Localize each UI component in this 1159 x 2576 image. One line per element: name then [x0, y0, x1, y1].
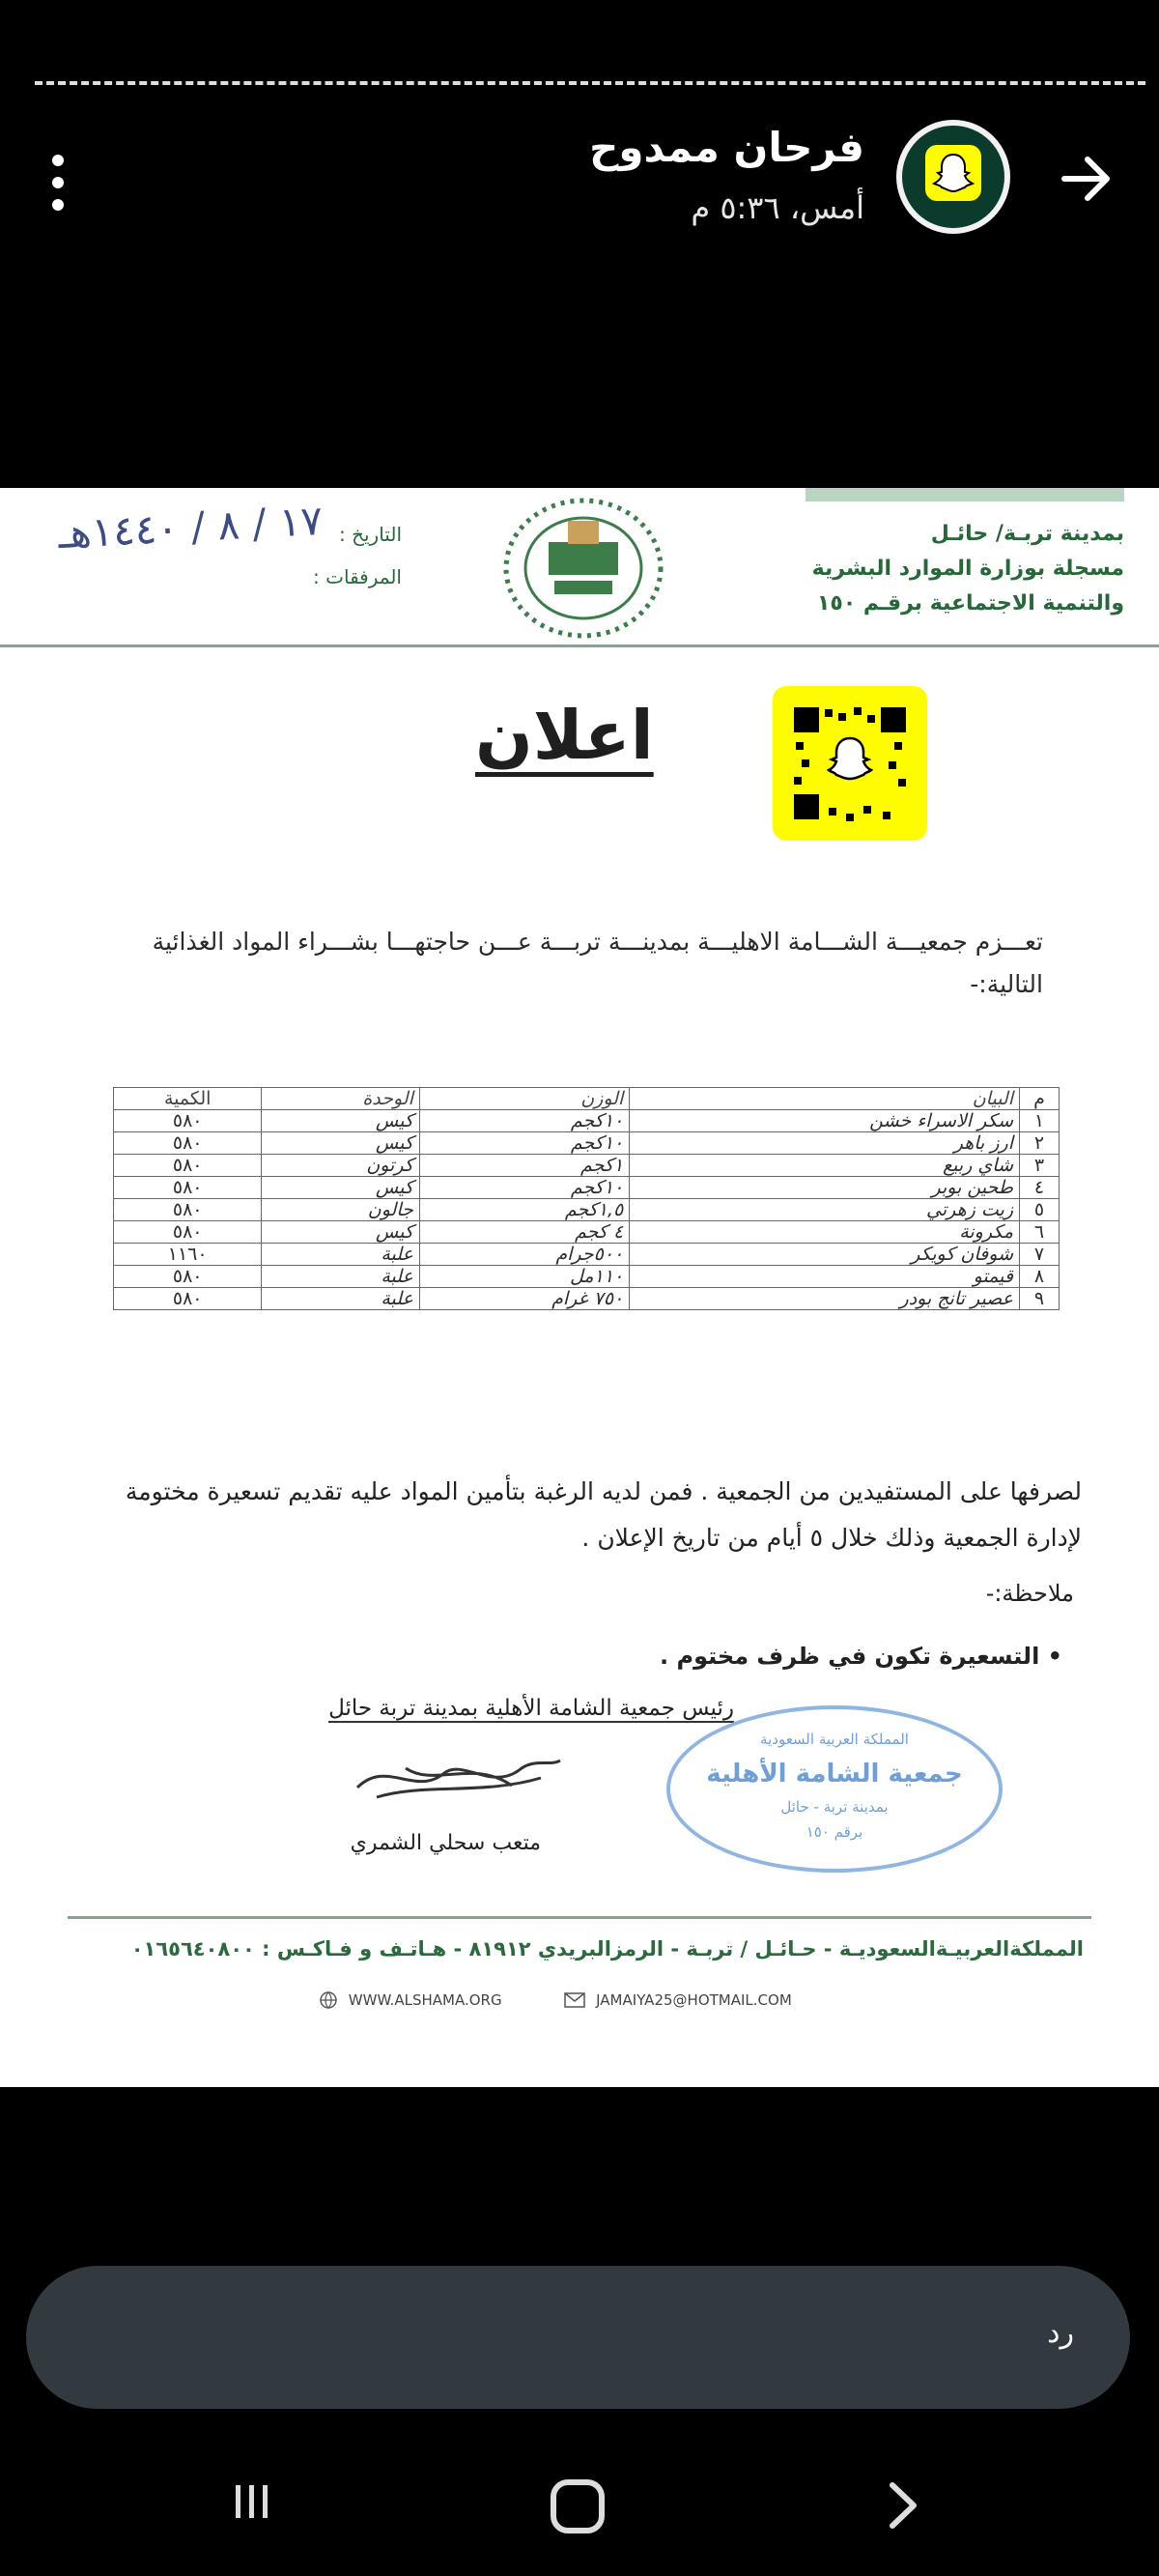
row-item: قيمتو	[630, 1266, 1020, 1288]
footer-contacts	[319, 1990, 850, 2010]
stamp-line-1: المملكة العربية السعودية	[760, 1731, 909, 1748]
letterhead	[0, 488, 1159, 643]
row-item: شاي ربيع	[630, 1155, 1020, 1177]
snapchat-logo-icon	[925, 145, 981, 201]
org-line-1: بمدينة تربـة/ حائـل	[930, 522, 1124, 546]
row-qty: ١١٦٠	[114, 1244, 262, 1266]
arrow-right-icon[interactable]	[1053, 145, 1120, 213]
row-unit: كيس	[262, 1221, 420, 1244]
announcement-document[interactable]	[0, 488, 1159, 2087]
row-num: ٤	[1020, 1177, 1060, 1199]
row-num: ٧	[1020, 1244, 1060, 1266]
items-table	[113, 1087, 1060, 1310]
row-qty: ٥٨٠	[114, 1288, 262, 1310]
table-row	[114, 1177, 1060, 1199]
org-line-3: والتنمية الاجتماعية برقـم ١٥٠	[816, 591, 1124, 615]
row-num: ٥	[1020, 1199, 1060, 1221]
table-row	[114, 1132, 1060, 1155]
footer-divider	[68, 1916, 1091, 1919]
row-weight: ١,٥كجم	[419, 1199, 629, 1221]
handwritten-date: ١٧ / ٨ / ١٤٤٠هـ	[56, 496, 325, 558]
row-item: ارز باهر	[630, 1132, 1020, 1155]
table-row	[114, 1288, 1060, 1310]
org-line-2: مسجلة بوزارة الموارد البشرية	[811, 557, 1124, 581]
stamp-line-2: جمعية الشامة الأهلية	[706, 1760, 963, 1789]
row-weight: ٥٠٠جرام	[419, 1244, 629, 1266]
table-row	[114, 1244, 1060, 1266]
row-num: ٩	[1020, 1288, 1060, 1310]
row-unit: كيس	[262, 1177, 420, 1199]
signature-icon	[348, 1739, 570, 1812]
snapcode-qr-icon	[773, 686, 927, 841]
col-weight-header: الوزن	[419, 1088, 629, 1110]
row-weight: ١١٠مل	[419, 1266, 629, 1288]
note-label: ملاحظة:-	[985, 1580, 1074, 1607]
row-qty: ٥٨٠	[114, 1266, 262, 1288]
email-text: JAMAIYA25@HOTMAIL.COM	[596, 1990, 792, 2009]
more-vertical-icon[interactable]	[48, 155, 68, 222]
row-qty: ٥٨٠	[114, 1155, 262, 1177]
row-item: مكرونة	[630, 1221, 1020, 1244]
avatar[interactable]	[896, 120, 1010, 234]
row-unit: علبة	[262, 1288, 420, 1310]
president-title: رئيس جمعية الشامة الأهلية بمدينة تربة حائل	[328, 1696, 734, 1721]
row-weight: ٧٥٠ غرام	[419, 1288, 629, 1310]
row-item: شوفان كويكر	[630, 1244, 1020, 1266]
header-divider	[0, 644, 1159, 647]
col-num-header: م	[1020, 1088, 1060, 1110]
email-contact	[564, 1991, 820, 2009]
table-row	[114, 1199, 1060, 1221]
reply-input[interactable]	[26, 2266, 1130, 2409]
row-qty: ٥٨٠	[114, 1132, 262, 1155]
row-item: طحين بوبر	[630, 1177, 1020, 1199]
back-chevron-icon[interactable]	[879, 2477, 927, 2533]
row-unit: جالون	[262, 1199, 420, 1221]
row-num: ٨	[1020, 1266, 1060, 1288]
row-item: زيت زهرتي	[630, 1199, 1020, 1221]
footer-address: المملكةالعربيـةالسعوديـة - حـائـل / تربـة - الرمزالبريدي ٨١٩١٢ - هـاتـف و فـاكـس : ٠١٦٥٦٤٠٨٠٠	[130, 1937, 1084, 1961]
envelope-icon	[564, 1992, 585, 2008]
announcement-title: اعلان	[475, 696, 654, 775]
row-num: ١	[1020, 1110, 1060, 1132]
table-header-row	[114, 1088, 1060, 1110]
reply-label: رد	[1047, 2316, 1074, 2350]
body-paragraph: لصرفها على المستفيدين من الجمعية . فمن لديه الرغبة بتأمين المواد عليه تقديم تسعيرة مختومة لإدارة الجمعية وذلك خلال ٥ أيام من تاريخ الإعلان .	[125, 1477, 1082, 1552]
story-header	[0, 0, 1159, 488]
col-qty-header: الكمية	[114, 1088, 262, 1110]
row-weight: ١٠كجم	[419, 1177, 629, 1199]
date-label: التاريخ :	[338, 523, 402, 546]
org-name-cropped	[806, 488, 1124, 501]
signer-name: متعب سحلي الشمري	[350, 1831, 541, 1855]
website-text: WWW.ALSHAMA.ORG	[348, 1990, 502, 2009]
stamp-line-3: بمدينة تربة - حائل	[780, 1798, 889, 1816]
row-weight: ١كجم	[419, 1155, 629, 1177]
row-item: سكر الاسراء خشن	[630, 1110, 1020, 1132]
table-row	[114, 1266, 1060, 1288]
attachments-label: المرفقات :	[313, 565, 402, 588]
row-num: ٢	[1020, 1132, 1060, 1155]
sender-name[interactable]: فرحان ممدوح	[589, 124, 864, 171]
message-timestamp: أمس، ٥:٣٦ م	[691, 189, 864, 226]
story-progress-bar	[35, 81, 1145, 85]
globe-icon	[319, 1990, 338, 2010]
table-row	[114, 1110, 1060, 1132]
home-icon[interactable]	[551, 2479, 605, 2533]
table-row	[114, 1155, 1060, 1177]
row-qty: ٥٨٠	[114, 1199, 262, 1221]
row-num: ٦	[1020, 1221, 1060, 1244]
row-qty: ٥٨٠	[114, 1110, 262, 1132]
website-contact	[319, 1991, 535, 2009]
row-qty: ٥٨٠	[114, 1177, 262, 1199]
table-row	[114, 1221, 1060, 1244]
row-unit: كرتون	[262, 1155, 420, 1177]
system-nav-bar	[0, 2435, 1159, 2576]
row-item: عصير تانج بودر	[630, 1288, 1020, 1310]
note-bullet: • التسعيرة تكون في ظرف مختوم .	[660, 1643, 1062, 1670]
org-emblem-icon	[500, 496, 666, 641]
row-unit: كيس	[262, 1132, 420, 1155]
recents-icon[interactable]	[230, 2479, 274, 2524]
row-weight: ٤ كجم	[419, 1221, 629, 1244]
official-stamp	[666, 1705, 1003, 1873]
intro-text: تعـــزم جمعيـــة الشـــامة الاهليـــة بمدينـــة تربـــة عـــن حاجتهـــا بشـــراء المواد الغذائية التالية:-	[152, 928, 1043, 998]
row-weight: ١٠كجم	[419, 1132, 629, 1155]
row-num: ٣	[1020, 1155, 1060, 1177]
row-unit: علبة	[262, 1266, 420, 1288]
stamp-line-4: برقم ١٥٠	[806, 1823, 863, 1841]
col-item-header: البيان	[630, 1088, 1020, 1110]
row-weight: ١٠كجم	[419, 1110, 629, 1132]
row-unit: كيس	[262, 1110, 420, 1132]
row-unit: علبة	[262, 1244, 420, 1266]
col-unit-header: الوحدة	[262, 1088, 420, 1110]
org-info	[812, 517, 1124, 621]
row-qty: ٥٨٠	[114, 1221, 262, 1244]
